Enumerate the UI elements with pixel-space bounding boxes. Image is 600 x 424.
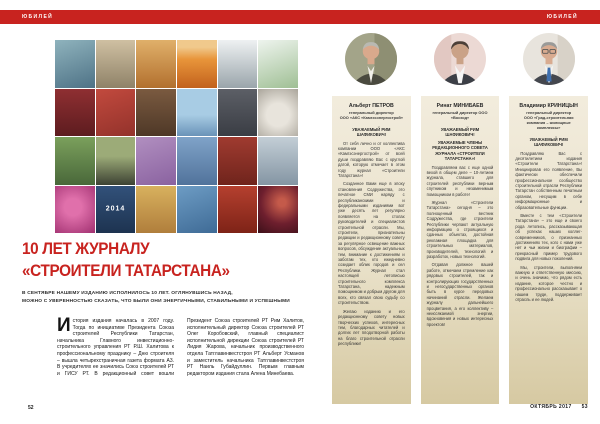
drop-cap: И (57, 315, 71, 336)
article-body (57, 315, 304, 406)
photo-collage (55, 40, 298, 233)
person-name: Ринат МИНИБАЕВ (436, 103, 484, 109)
person-name: Владимир КРИНИЦЫН (519, 103, 578, 109)
person-role: генеральный директор ООО «Восход» (432, 109, 488, 120)
page-footer-right (332, 404, 588, 410)
article-title (22, 238, 230, 282)
collage-photo (177, 40, 217, 88)
salutation: УВАЖАЕМЫЙ РИМ ШАФИКОВИЧ! (529, 136, 568, 147)
person-avatar-icon (434, 33, 486, 85)
collage-photo (136, 186, 176, 234)
congratulation-column (332, 33, 411, 404)
portrait-photo (523, 33, 575, 85)
congratulation-column (421, 33, 500, 404)
portrait-photo (345, 33, 397, 85)
person-avatar-icon (523, 33, 575, 85)
article-subtitle-line2: МОЖНО С УВЕРЕННОСТЬЮ СКАЗАТЬ, ЧТО БЫЛИ ОНИ ЭНЕРГИЧНЫМИ, СТАБИЛЬНЫМИ И УСПЕШНЫМИ (22, 298, 290, 304)
article-body-text: стория издания началась в 2007 году. Тогда по инициативе Президента Союза строителей Республики Татарстан, начальника Главного инвестиционно-строительного управления РТ Р.Ш. Халитова к профессиональному празднику – Дню строителя – вышла четырехстраничная газета формата А3. В учредителях ее значились Союз строителей РТ и ГИСУ РТ. В редакционный совет вошли Президент Союза строителей РТ Рим Халитов, исполнительный директор Союза строителей РТ Олег Коробовский, главный специалист исполнительной дирекции Союза строителей РТ Лидия Жарова, начальник производственного отдела Татглавинвестстроя РТ Альберт Усманов и заместитель начальника Татглавинвестстроя РТ Наиль Губайдуллин. Первым главным редактором издания стала Алена Минебаева. (57, 318, 304, 377)
congratulation-column (509, 33, 588, 404)
collage-photo (96, 40, 136, 88)
collage-photo (96, 89, 136, 137)
congratulation-columns (332, 33, 588, 404)
article-title-line1: 10 ЛЕТ ЖУРНАЛУ (22, 239, 150, 258)
collage-photo-year (96, 186, 136, 234)
collage-photo (218, 137, 258, 185)
collage-photo (258, 40, 298, 88)
congratulation-card (421, 96, 500, 404)
person-name: Альберт ПЕТРОВ (348, 103, 394, 109)
collage-photo (177, 137, 217, 185)
collage-photo (218, 40, 258, 88)
page-number-left: 52 (28, 405, 34, 411)
collage-year-label: 2014 (105, 205, 126, 213)
collage-photo (55, 40, 95, 88)
collage-photo (96, 137, 136, 185)
article-subtitle (22, 290, 290, 305)
collage-photo (218, 186, 258, 234)
collage-photo (136, 137, 176, 185)
portrait-photo (434, 33, 486, 85)
section-label-left: ЮБИЛЕЙ (22, 14, 54, 20)
collage-photo (55, 186, 95, 234)
collage-photo (258, 137, 298, 185)
collage-photo (136, 89, 176, 137)
section-label-right: ЮБИЛЕЙ (546, 14, 578, 20)
person-avatar-icon (345, 33, 397, 85)
person-company: ООО «АКС «Камгэсэнергострой» (339, 114, 403, 120)
issue-label: ОКТЯБРЬ 2017 (530, 404, 572, 410)
salutation: УВАЖАЕМЫЙ РИМ ШАФИКОВИЧ! (440, 126, 480, 137)
congratulation-paragraph: Созданное Вами еще в эпоху становления Содружества, это печатное СМИ наряду с республиканскими и федеральными изданиями вот уже десять лет регулярно появляется на столах руководителей и специалистов строительной отрасли. Мы, строители, признательны редакции и редакционному совету за регулярное освещение важных вопросов, обсуждение актуальных тем, внимание к достижениям и заботам тех, кто ежедневно созидает облик городов и сел Республики. Журнал стал настоящей летописью строительного комплекса Татарстана, надежным помощником и добрым другом для всех, кто связал свою судьбу со строительством. (338, 181, 405, 306)
person-company: ООО «Град-строительная компания – жилищные комплексы» (523, 114, 574, 130)
collage-photo (55, 137, 95, 185)
collage-photo (258, 89, 298, 137)
congratulation-paragraph: Желаю изданию и его редакционному совету новых творческих успехов, интересных тем, благодарных читателей и долгих лет плодотворной работы на благо строительной отрасли республики! (338, 308, 405, 347)
congratulation-card (332, 96, 411, 404)
collage-photo (258, 186, 298, 234)
section-band (0, 10, 600, 24)
collage-photo (218, 89, 258, 137)
salutation-secondary: УВАЖАЕМЫЕ ЧЛЕНЫ РЕДАКЦИОННОГО СОВЕТА ЖУРНАЛА «СТРОИТЕЛИ ТАТАРСТАНА»! (432, 139, 488, 161)
article-subtitle-line1: В СЕНТЯБРЕ НАШЕМУ ИЗДАНИЮ ИСПОЛНИЛОСЬ 10 ЛЕТ. ОГЛЯНУВШИСЬ НАЗАД, (22, 291, 233, 296)
congratulation-paragraph: Мы, строители, выполняем важную и ответственную миссию, и очень значимо, что рядом есть издание, которое честно и профессионально рассказывает о нашем труде, поддерживает отрасль и ее людей. (515, 264, 583, 303)
congratulation-paragraph: Вместе с тем «Строители Татарстана» – это еще и своего рода летопись, рассказывающая об успехах наших коллег-современников, о признанных достижениях тех, кого с нами уже нет и чьи жизни и биографии – прекрасный пример трудового подвига для новых поколений. (515, 212, 583, 262)
congratulation-paragraph: Поздравляем вас с еще одной вехой в общем деле – 10-летием журнала, ставшего для строителей республики верным спутником и незаменимым помощником в работе! (426, 164, 494, 197)
salutation: УВАЖАЕМЫЙ РИМ ШАФИКОВИЧ! (352, 126, 391, 137)
collage-photo (177, 89, 217, 137)
person-role: генеральный директор (348, 109, 394, 115)
congratulation-paragraph: Журнал «Строители Татарстана» сегодня – это полноценный вестник Содружества, где строители Республики черпают актуальную информацию о строящихся и сданных объектах, достойная рекламная площадка для строительных материалов, производителей, технологий и разработок, новых технологий. (426, 199, 494, 259)
article-title-line2: «СТРОИТЕЛИ ТАТАРСТАНА» (22, 261, 230, 280)
congratulation-card (509, 96, 588, 404)
collage-photo (55, 89, 95, 137)
congratulation-paragraph: От себя лично и от коллектива компании ООО «АКС «Камгэсэнергострой» от всей души поздравляю Вас с круглой датой, которую отмечает в этом году журнал «Строители Татарстана»! (338, 140, 405, 178)
congratulation-paragraph: Отдавая должное вашей работе, отмечаем стремление как рядовых строителей, так и контролирующих государственных и негосударственных органов быть в курсе передовых начинаний отрасли. Желаем журналу дальнейшего процветания, а его коллективу – неиссякаемой энергии, вдохновения и новых интересных проектов! (426, 262, 494, 327)
congratulation-paragraph: Поздравляю Вас с десятилетием издания «Строители Татарстана»! Инициировав его появление, Вы фактически обеспечили профессиональное сообщество строительной отрасли Республики Татарстан собственным печатным органом, несущим в себе информационные и образовательные функции. (515, 150, 583, 210)
page-number-right: 53 (581, 404, 588, 410)
collage-photo (177, 186, 217, 234)
person-role: генеральный директор (526, 109, 572, 115)
collage-photo (136, 40, 176, 88)
